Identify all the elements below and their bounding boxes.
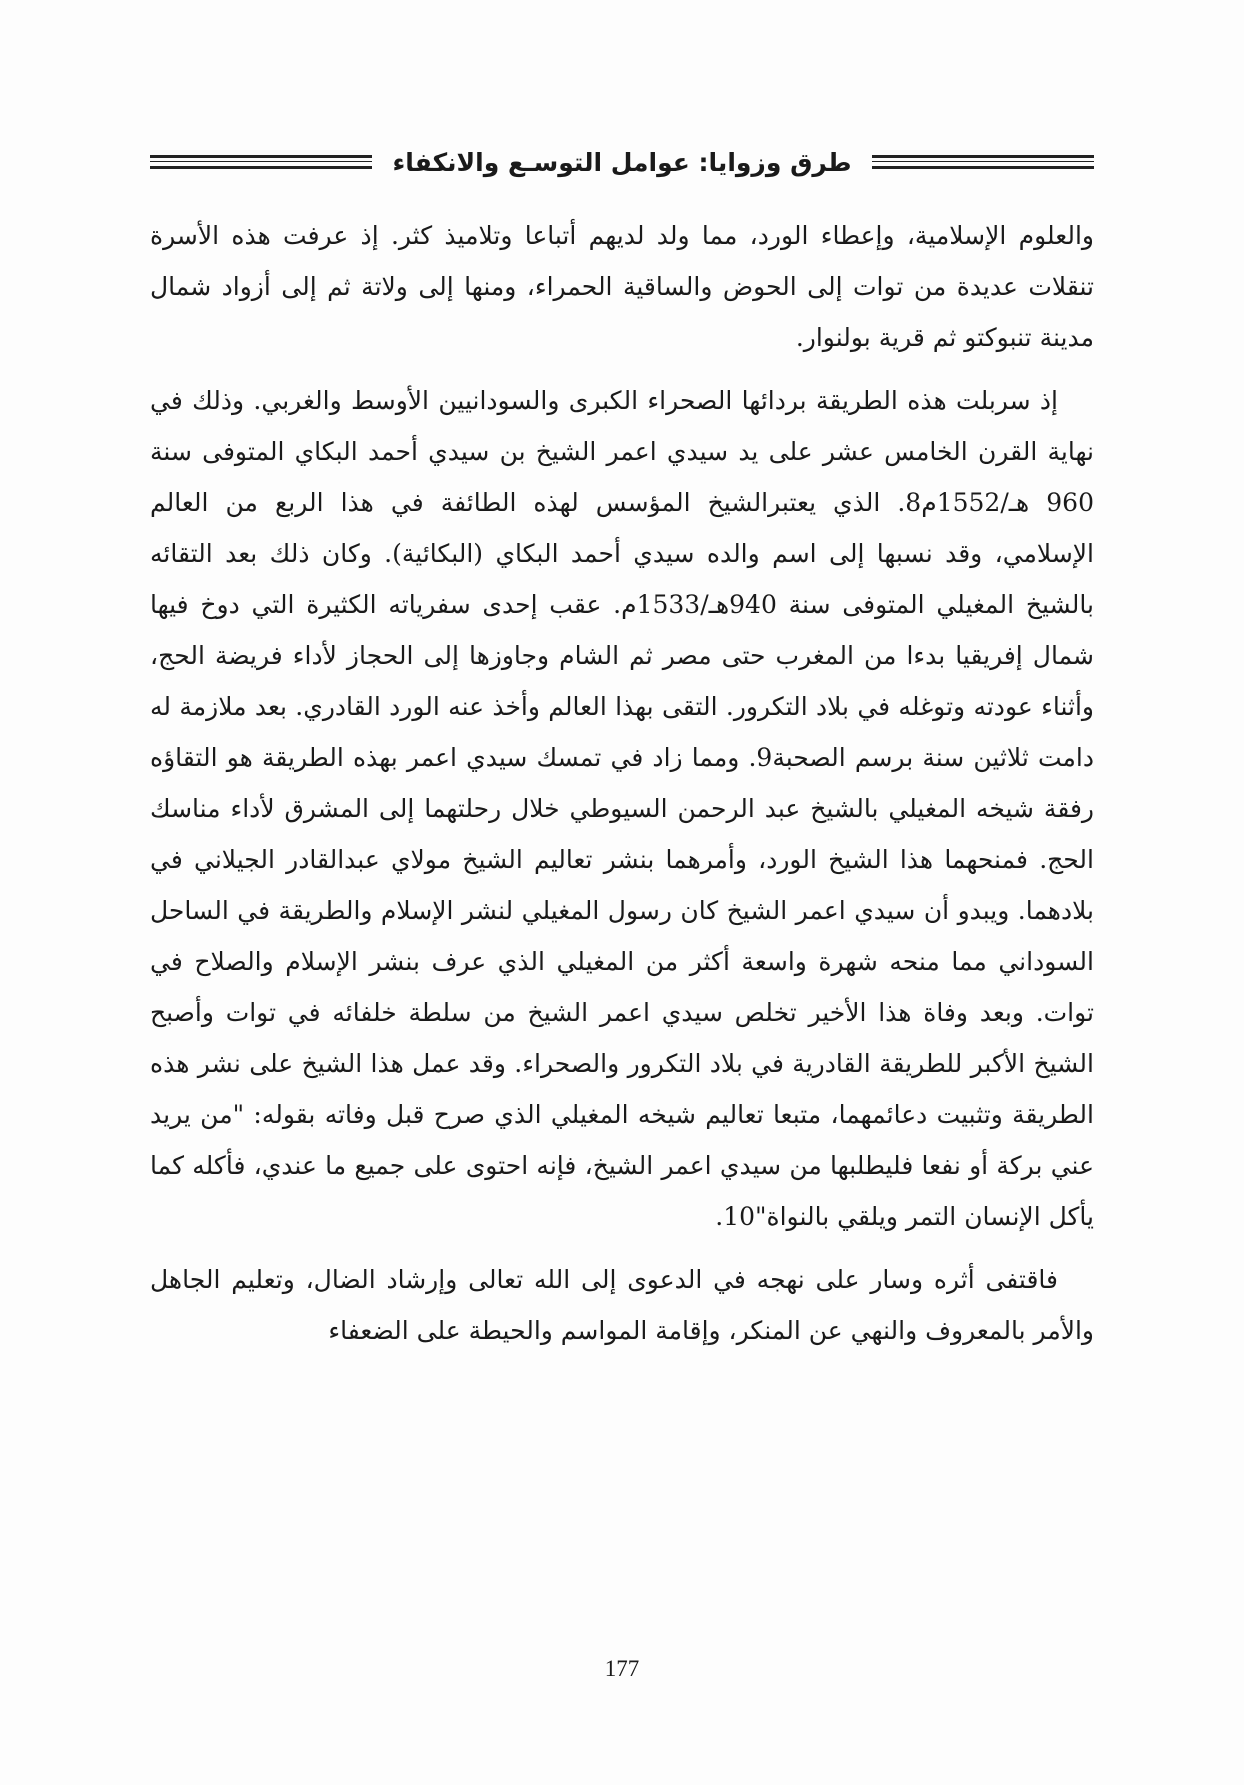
- page-number: 177: [604, 1656, 640, 1681]
- paragraph-continued: والعلوم الإسلامية، وإعطاء الورد، مما ولد لديهم أتباعا وتلاميذ كثر. إذ عرفت هذه الأسرة تنقلات عديدة من توات إلى الحوض والساقية الحمراء، ومنها إلى ولاتة ثم إلى أزواد شمال مدينة تنبوكتو ثم قرية بولنوار.: [150, 221, 1094, 352]
- paragraph-successor: فاقتفى أثره وسار على نهجه في الدعوى إلى الله تعالى وإرشاد الضال، وتعليم الجاهل والأمر بالمعروف والنهي عن المنكر، وإقامة المواسم والحيطة على الضعفاء: [150, 1265, 1094, 1345]
- header-title: طرق وزوايا: عوامل التوسـع والانكفاء: [392, 147, 852, 177]
- body-text: [150, 210, 1094, 1356]
- paragraph-tariqa: إذ سربلت هذه الطريقة بردائها الصحراء الكبرى والسودانيين الأوسط والغربي. وذلك في نهاية القرن الخامس عشر على يد سيدي اعمر الشيخ بن سيدي أحمد البكاي المتوفى سنة 960 هـ/1552م8. الذي يعتبرالشيخ المؤسس لهذه الطائفة في هذا الربع من العالم الإسلامي، وقد نسبها إلى اسم والده سيدي أحمد البكاي (البكائية). وكان ذلك بعد التقائه بالشيخ المغيلي المتوفى سنة 940هـ/1533م. عقب إحدى سفرياته الكثيرة التي دوخ فيها شمال إفريقيا بدءا من المغرب حتى مصر ثم الشام وجاوزها إلى الحجاز لأداء فريضة الحج، وأثناء عودته وتوغله في بلاد التكرور. التقى بهذا العالم وأخذ عنه الورد القادري. بعد ملازمة له دامت ثلاثين سنة برسم الصحبة9. ومما زاد في تمسك سيدي اعمر بهذه الطريقة هو التقاؤه رفقة شيخه المغيلي بالشيخ عبد الرحمن السيوطي خلال رحلتهما إلى المشرق لأداء مناسك الحج. فمنحهما هذا الشيخ الورد، وأمرهما بنشر تعاليم الشيخ مولاي عبدالقادر الجيلاني في بلادهما. ويبدو أن سيدي اعمر الشيخ كان رسول المغيلي لنشر الإسلام والطريقة في الساحل السوداني مما منحه شهرة واسعة أكثر من المغيلي الذي عرف بنشر الإسلام والصلاح في توات. وبعد وفاة هذا الأخير تخلص سيدي اعمر الشيخ من سلطة خلفائه في توات وأصبح الشيخ الأكبر للطريقة القادرية في بلاد التكرور والصحراء. وقد عمل هذا الشيخ على نشر هذه الطريقة وتثبيت دعائمهما، متبعا تعاليم شيخه المغيلي الذي صرح قبل وفاته بقوله: "من يريد عني بركة أو نفعا فليطلبها من سيدي اعمر الشيخ، فإنه احتوى على جميع ما عندي، فأكله كما يأكل الإنسان التمر ويلقي بالنواة"10.: [150, 386, 1095, 1231]
- header-rule-left: [150, 155, 372, 169]
- running-header: [150, 142, 1094, 182]
- header-rule-right: [872, 155, 1094, 169]
